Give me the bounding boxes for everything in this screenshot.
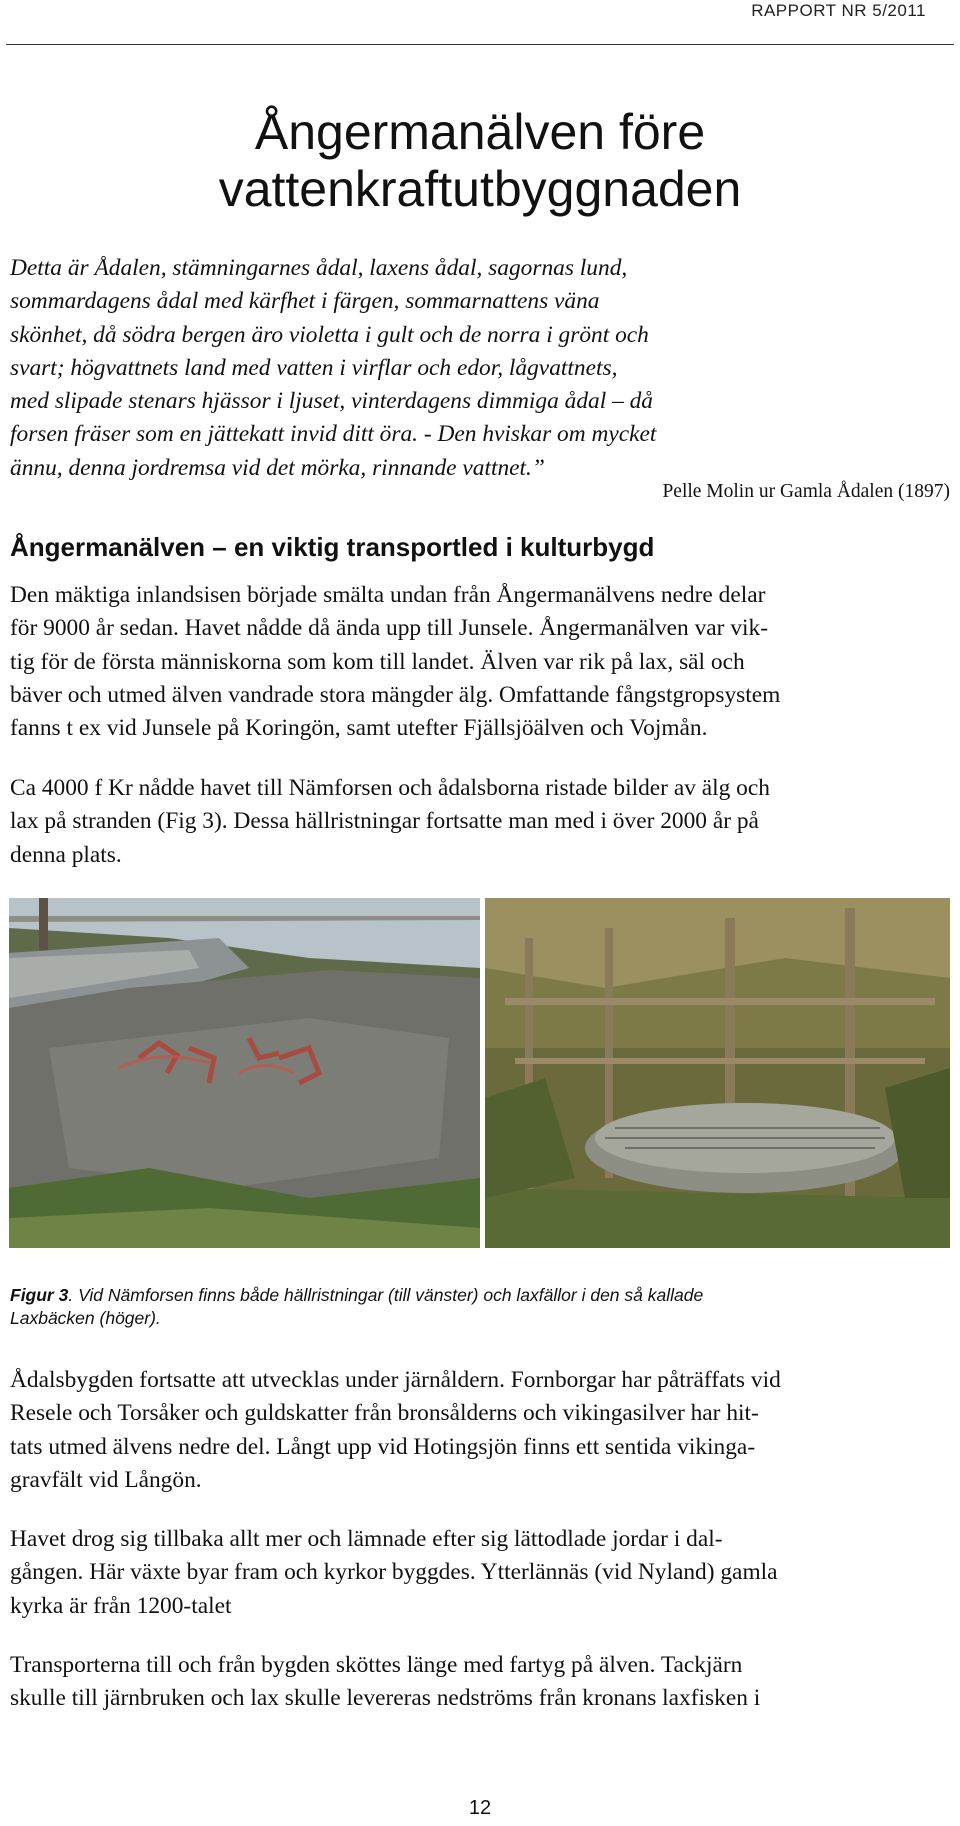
text-line: lax på stranden (Fig 3). Dessa hällristningar fortsatte man med i över 2000 år på	[10, 808, 759, 835]
text-line: fanns t ex vid Junsele på Koringön, samt utefter Fjällsjöälven och Vojmån.	[10, 715, 708, 742]
text-line: bäver och utmed älven vandrade stora mängder älg. Omfattande fångstgropsystem	[10, 681, 781, 708]
caption-line: Laxbäcken (höger).	[10, 1308, 161, 1328]
body-paragraph	[10, 1523, 955, 1623]
text-line: tats utmed älvens nedre del. Långt upp vid Hotingsjön finns ett sentida vikinga-	[10, 1433, 756, 1460]
text-line: skulle till järnbruken och lax skulle levereras nedströms från kronans laxfisken i	[10, 1685, 761, 1712]
figure-label: Figur 3	[10, 1285, 69, 1305]
body-paragraph	[10, 1649, 955, 1716]
page-title	[0, 104, 960, 218]
body-paragraph	[10, 579, 955, 745]
caption-text: . Vid Nämforsen finns både hällristningar (till vänster) och laxfällor i den så kallade	[68, 1285, 704, 1305]
text-line: för 9000 år sedan. Havet nådde då ända upp till Junsele. Ångermanälven var vik-	[10, 615, 768, 642]
title-line: Ångermanälven före	[254, 104, 706, 160]
body-paragraph	[10, 1364, 955, 1497]
text-line: gravfält vid Långön.	[10, 1466, 202, 1493]
text-line: gången. Här växte byar fram och kyrkor byggdes. Ytterlännäs (vid Nyland) gamla	[10, 1559, 778, 1586]
quote-line: svart; högvattnets land med vatten i virflar och edor, lågvattnets,	[10, 354, 618, 381]
figure-caption	[10, 1284, 940, 1330]
text-line: Den mäktiga inlandsisen började smälta undan från Ångermanälvens nedre delar	[10, 582, 766, 608]
rock-carvings-photo	[9, 898, 480, 1248]
body-paragraph	[10, 772, 955, 872]
section-heading: Ångermanälven – en viktig transportled i kulturbygd	[10, 532, 655, 562]
text-line: Resele och Torsåker och guldskatter från bronsålderns och vikingasilver har hit-	[10, 1400, 759, 1427]
quote-line: forsen fräser som en jättekatt invid ditt öra. - Den hviskar om mycket	[10, 421, 657, 448]
salmon-trap-photo	[485, 898, 950, 1248]
text-line: Transporterna till och från bygden sköttes länge med fartyg på älven. Tackjärn	[10, 1652, 743, 1678]
title-line: vattenkraftutbyggnaden	[218, 161, 742, 217]
quote-line: sommardagens ådal med kärfhet i färgen, sommarnattens väna	[10, 288, 600, 315]
running-header: RAPPORT NR 5/2011	[751, 1, 926, 20]
text-line: tig för de första människorna som kom till landet. Älven var rik på lax, säl och	[10, 648, 745, 675]
text-line: denna plats.	[10, 841, 122, 868]
quote-attribution: Pelle Molin ur Gamla Ådalen (1897)	[662, 481, 950, 502]
caption-line	[10, 1284, 940, 1307]
quote-line: skönhet, då södra bergen äro violetta i gult och de norra i grönt och	[10, 321, 649, 348]
quote-line: med slipade stenars hjässor i ljuset, vinterdagens dimmiga ådal – då	[10, 388, 654, 415]
epigraph-quote	[10, 252, 950, 485]
text-line: Ådalsbygden fortsatte att utvecklas under järnåldern. Fornborgar har påträffats vid	[10, 1367, 781, 1393]
quote-line: Detta är Ådalen, stämningarnes ådal, laxens ådal, sagornas lund,	[10, 255, 628, 281]
quote-line: ännu, denna jordremsa vid det mörka, rinnande vattnet.”	[10, 454, 545, 481]
text-line: Ca 4000 f Kr nådde havet till Nämforsen och ådalsborna ristade bilder av älg och	[10, 775, 770, 801]
header-rule	[6, 44, 954, 45]
text-line: kyrka är från 1200-talet	[10, 1592, 232, 1619]
page-number: 12	[468, 1797, 492, 1819]
text-line: Havet drog sig tillbaka allt mer och lämnade efter sig lättodlade jordar i dal-	[10, 1526, 723, 1552]
